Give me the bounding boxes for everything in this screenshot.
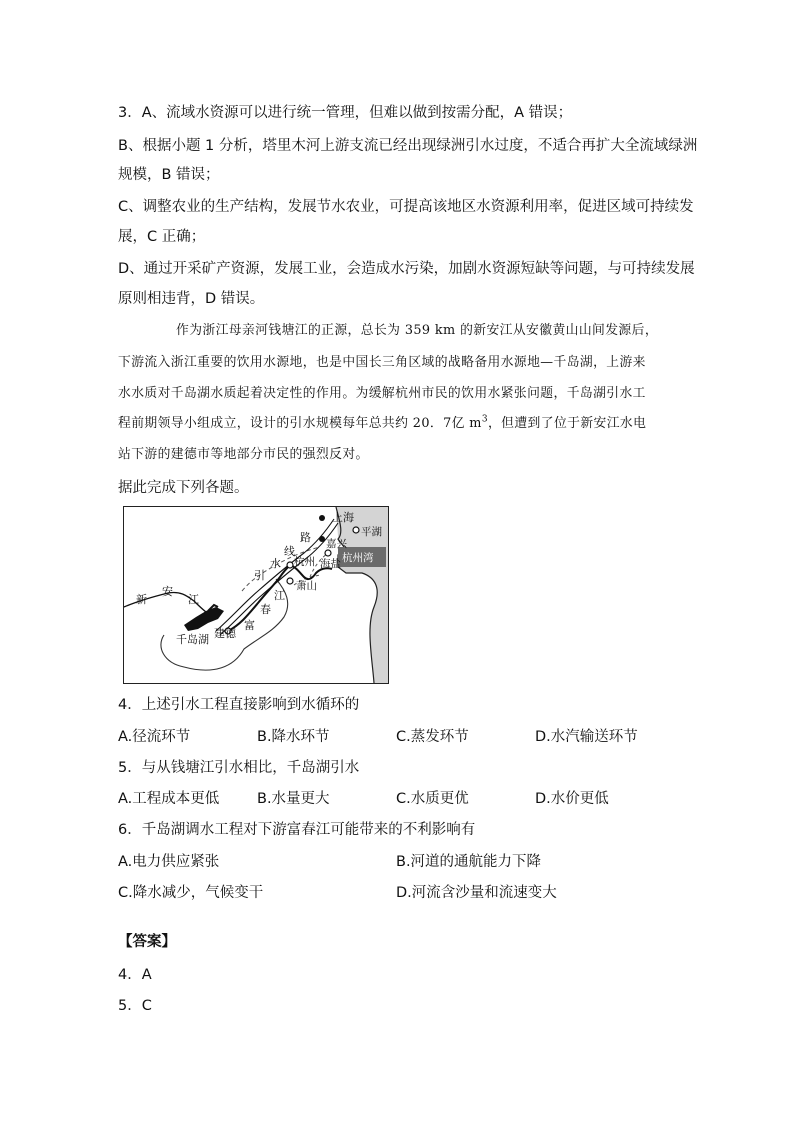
q3-option-b-explanation-line1: B、根据小题 1 分析，塔里木河上游支流已经出现绿洲引水过度，不适合再扩大全流域绿洲 bbox=[118, 138, 698, 154]
water-diversion-map bbox=[123, 506, 389, 684]
label-jiaxing: 嘉兴 bbox=[326, 538, 347, 550]
q3-option-a-explanation: 3．A、流域水资源可以进行统一管理，但难以做到按需分配，A 错误； bbox=[118, 105, 573, 121]
question-4-option-b: B.降水环节 bbox=[257, 729, 330, 745]
question-6-option-c: C.降水减少，气候变干 bbox=[118, 885, 264, 901]
label-fuchun-3: 富 bbox=[244, 619, 255, 632]
question-4-option-d: D.水汽输送环节 bbox=[535, 729, 638, 745]
q3-option-b-explanation-line2: 规模，B 错误； bbox=[118, 167, 220, 183]
q3-option-c-explanation-line1: C、调整农业的生产结构，发展节水农业，可提高该地区水资源利用率，促进区域可持续发 bbox=[118, 199, 694, 215]
passage-line-1: 作为浙江母亲河钱塘江的正源，总长为 359 km 的新安江从安徽黄山山间发源后， bbox=[176, 323, 659, 338]
question-4-option-c: C.蒸发环节 bbox=[396, 729, 469, 745]
q3-option-d-explanation-line2: 原则相违背，D 错误。 bbox=[118, 291, 265, 307]
label-route-4: 路 bbox=[300, 531, 311, 544]
question-6-option-b: B.河道的通航能力下降 bbox=[396, 854, 542, 870]
label-xinan-1: 新 bbox=[136, 593, 147, 606]
label-xiaoshan: 萧山 bbox=[296, 580, 317, 592]
question-5-option-b: B.水量更大 bbox=[257, 791, 330, 807]
question-6-stem: 6．千岛湖调水工程对下游富春江可能带来的不利影响有 bbox=[118, 822, 476, 838]
question-4-option-a: A.径流环节 bbox=[118, 729, 191, 745]
label-qiandao-lake: 千岛湖 bbox=[176, 633, 209, 646]
question-5-option-d: D.水价更低 bbox=[535, 791, 609, 807]
label-haiyan: 海盐 bbox=[320, 558, 341, 570]
answer-heading: 【答案】 bbox=[118, 934, 176, 950]
instruction: 据此完成下列各题。 bbox=[118, 480, 249, 496]
label-route-3: 线 bbox=[284, 545, 295, 558]
question-4-stem: 4．上述引水工程直接影响到水循环的 bbox=[118, 697, 360, 713]
label-fuchun-1: 江 bbox=[274, 589, 285, 602]
label-xinan-3: 江 bbox=[188, 593, 199, 606]
answer-4: 4．A bbox=[118, 967, 152, 983]
question-6-option-d: D.河流含沙量和流速变大 bbox=[396, 885, 557, 901]
passage-line-5: 站下游的建德市等地部分市民的强烈反对。 bbox=[118, 447, 369, 462]
passage-line-2: 下游流入浙江重要的饮用水源地，也是中国长三角区域的战略备用水源地—千岛湖，上游来 bbox=[118, 355, 646, 370]
passage-line-3: 水水质对千岛湖水质起着决定性的作用。为缓解杭州市民的饮用水紧张问题，千岛湖引水工 bbox=[118, 386, 646, 401]
answer-5: 5．C bbox=[118, 998, 152, 1014]
label-route-1: 引 bbox=[254, 569, 265, 582]
superscript-3: 3 bbox=[481, 414, 488, 425]
label-jiande: 建德 bbox=[214, 627, 236, 640]
question-5-stem: 5．与从钱塘江引水相比，千岛湖引水 bbox=[118, 760, 360, 776]
label-fuchun-2: 春 bbox=[260, 603, 271, 616]
question-6-option-a: A.电力供应紧张 bbox=[118, 854, 220, 870]
label-route-2: 水 bbox=[270, 557, 281, 570]
question-5-option-a: A.工程成本更低 bbox=[118, 791, 220, 807]
passage-line-4: 程前期领导小组成立，设计的引水规模每年总共约 20．7亿 $m^3$，但遭到了位于新安江水电 bbox=[118, 414, 647, 431]
label-hangzhou-bay: 杭州湾 bbox=[342, 552, 374, 564]
q3-option-c-explanation-line2: 展，C 正确； bbox=[118, 229, 206, 245]
label-hangzhou: 杭州 bbox=[294, 556, 315, 568]
q3-option-d-explanation-line1: D、通过开采矿产资源，发展工业，会造成水污染，加剧水资源短缺等问题，与可持续发展 bbox=[118, 261, 695, 277]
question-5-option-c: C.水质更优 bbox=[396, 791, 469, 807]
label-pinghu: 平湖 bbox=[361, 526, 382, 538]
label-shanghai: 上海 bbox=[332, 511, 354, 524]
label-xinan-2: 安 bbox=[162, 585, 173, 598]
